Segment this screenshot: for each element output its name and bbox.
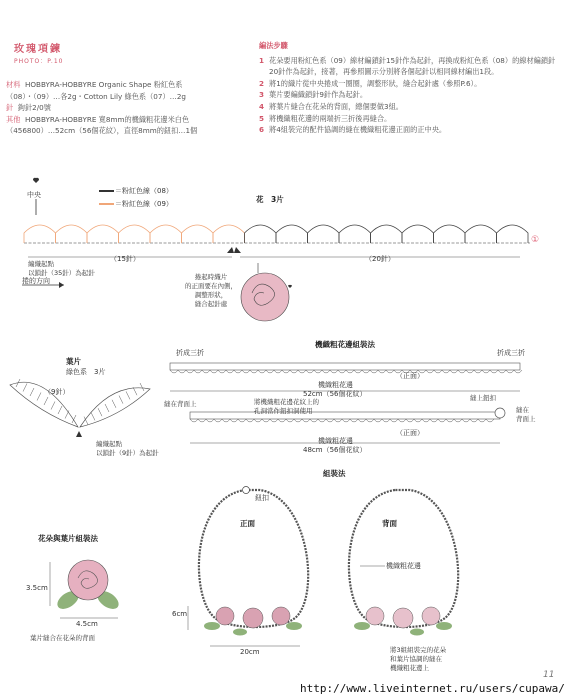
sew-back-1: 縫在 xyxy=(516,406,529,414)
roll-note-3: 調整形狀， xyxy=(194,291,228,299)
trim-scallop xyxy=(322,370,330,373)
assembly-note xyxy=(390,646,446,673)
leaf-stitch xyxy=(37,393,41,401)
trim-scallop xyxy=(478,419,486,422)
trim-scallop xyxy=(414,419,422,422)
photo-ref: PHOTO：P.10 xyxy=(14,58,64,65)
fold-left: 折成三折 xyxy=(176,349,204,357)
rose-back-3 xyxy=(422,607,440,625)
assembly-dim-6: 6cm xyxy=(172,610,188,618)
step-item xyxy=(259,101,559,113)
trim-scallop xyxy=(298,370,306,373)
trim-scallop xyxy=(370,370,378,373)
leaf-stitch xyxy=(119,396,123,404)
step-item xyxy=(259,89,559,101)
rose-outer xyxy=(241,273,289,321)
trim-name-1: 機織粗花邊 xyxy=(318,381,353,389)
flower-leaf-note: 葉片縫合在花朵的背面 xyxy=(30,634,95,642)
trim-scallop xyxy=(438,419,446,422)
roll-note xyxy=(176,273,246,309)
petal-arc xyxy=(339,225,371,243)
step-number: 3 xyxy=(259,90,265,100)
leaf-stitches xyxy=(16,379,144,425)
trim-scallops-1 xyxy=(170,370,522,373)
trim-scallop xyxy=(390,419,398,422)
trim-strip-2 xyxy=(190,412,500,419)
steps-block xyxy=(259,40,559,136)
petal-arc xyxy=(87,225,119,243)
trim-scallop xyxy=(282,370,290,373)
leaf-stitch xyxy=(133,387,137,395)
trim-scallop xyxy=(178,370,186,373)
roll-note-4: 縫合起針處 xyxy=(194,300,228,308)
petal-arc xyxy=(150,225,182,243)
trim-scallop xyxy=(190,419,198,422)
trim-scallop xyxy=(422,419,430,422)
petal-arc xyxy=(308,225,340,243)
start-arrow-left xyxy=(227,247,234,253)
leaf-stitch xyxy=(112,400,116,408)
trim-scallop xyxy=(486,419,494,422)
rose-drawing xyxy=(68,560,108,600)
trim-scallop xyxy=(218,370,226,373)
count-left: （15針） xyxy=(110,255,140,263)
step-number: 1 xyxy=(259,55,265,65)
trim-scallop xyxy=(514,370,522,373)
needle-label: 針 xyxy=(6,103,14,113)
trim-scallop xyxy=(258,370,266,373)
petal-row xyxy=(24,225,528,243)
necklace-back xyxy=(349,490,458,627)
step-number: 2 xyxy=(259,78,265,88)
step-text: 葉片要編織鎖針9針作為起針。 xyxy=(269,90,368,100)
trim-scallop xyxy=(206,419,214,422)
other-label: 其他 xyxy=(6,114,21,124)
trim-scallop xyxy=(346,370,354,373)
trim-scallop xyxy=(226,370,234,373)
petal-arc xyxy=(24,225,56,243)
sew-button: 縫上鈕扣 xyxy=(470,394,496,402)
step-text: 花朵要用粉紅色系（09）線材編鎖針15針作為起針，再換成粉紅色系（08）的線材編鎖針20針作為起針，接著，再參照圖示分別將各個起針以相同線材編出1段。 xyxy=(269,55,556,77)
trim-scallop xyxy=(294,419,302,422)
trim-scallop xyxy=(238,419,246,422)
button-hole-note-2: 孔洞當作鈕扣洞使用 xyxy=(254,407,313,415)
leaf-stitch xyxy=(30,388,34,396)
flower-leaf-heading: 花朵與葉片組裝法 xyxy=(38,534,98,543)
rose-back-2 xyxy=(393,608,413,628)
button-hole-note-1: 將機織粗花邊花紋上的 xyxy=(254,398,319,406)
trim-scallop xyxy=(430,419,438,422)
trim-scallop xyxy=(338,370,346,373)
trim-scallop xyxy=(270,419,278,422)
start-note-1: 編織起點 xyxy=(28,260,54,268)
leaf-start-arrow xyxy=(76,431,82,437)
trim-scallop xyxy=(342,419,350,422)
petal-arc xyxy=(402,225,434,243)
leaf-stitch xyxy=(44,397,48,405)
leaf-back-1 xyxy=(354,622,370,630)
trim-scallop xyxy=(462,419,470,422)
roll-direction: 捲的方向 xyxy=(22,277,50,285)
trim-heading: 機織粗花邊組裝法 xyxy=(315,340,375,349)
leaf-color: 綠色系 3片 xyxy=(66,368,106,376)
count-right: （20針） xyxy=(365,255,395,263)
trim-scallop xyxy=(350,419,358,422)
step-text: 將葉片縫合在花朵的背面，總個要做3組。 xyxy=(269,101,403,111)
step-text: 將1的織片從中央捲成一圈圈，調整形狀，縫合起針處（參照P.6）。 xyxy=(269,78,482,88)
material-line-2: （08）・（09）…各2g・Cotton Lily 綠色系（07）…2g xyxy=(6,91,186,101)
page-title: 玫瑰項鍊 xyxy=(14,44,62,55)
step-text: 將4組裝完的配件協調的縫在機織粗花邊正面的正中央。 xyxy=(269,125,447,135)
flower-label: 花 3片 xyxy=(256,195,284,204)
trim-scallop xyxy=(458,370,466,373)
trim-front-1: （正面） xyxy=(396,372,424,380)
leaf-stitch xyxy=(72,415,76,423)
leaf-title: 葉片 xyxy=(66,357,81,366)
petal-arc xyxy=(371,225,403,243)
rose-front-3 xyxy=(272,607,290,625)
leaf-stitch xyxy=(58,406,62,414)
trim-scallop xyxy=(306,370,314,373)
rose-back-1 xyxy=(366,607,384,625)
button-icon xyxy=(243,487,250,494)
button-icon xyxy=(495,408,505,418)
trim-scallop xyxy=(278,419,286,422)
other-line-2: （456800）…52cm（56個花紋），直徑8mm的鈕扣…1個 xyxy=(6,126,198,136)
center-label: 中央 xyxy=(27,191,41,199)
trim-scallops-2 xyxy=(190,419,494,422)
trim-scallop xyxy=(454,419,462,422)
roses-back xyxy=(354,607,452,636)
trim-scallop xyxy=(382,419,390,422)
trim-scallop xyxy=(234,370,242,373)
trim-len-2: 48cm（56個花紋） xyxy=(303,446,367,454)
sew-back xyxy=(516,406,536,424)
leaf-count: （9針） xyxy=(44,388,70,396)
trim-scallop xyxy=(374,419,382,422)
leaf-start-2: 以鎖針（9針）為起針 xyxy=(96,449,159,457)
leaf-stitch xyxy=(105,404,109,412)
step-item xyxy=(259,113,559,125)
sew-back-2: 背面上 xyxy=(516,415,536,423)
trim-scallop xyxy=(202,370,210,373)
trim-scallop xyxy=(250,370,258,373)
trim-scallop xyxy=(434,370,442,373)
trim-scallop xyxy=(318,419,326,422)
trim-name-2: 機織粗花邊 xyxy=(318,437,353,445)
roses-front xyxy=(204,607,302,636)
source-url[interactable]: http://www.liveinternet.ru/users/cupawa/ xyxy=(300,682,565,695)
trim-scallop xyxy=(194,370,202,373)
leaf-start-note xyxy=(96,440,159,458)
petal-arc xyxy=(245,225,277,243)
assembly-front: 正面 xyxy=(240,519,255,528)
trim-scallop xyxy=(358,419,366,422)
trim-scallop xyxy=(362,370,370,373)
trim-scallop xyxy=(354,370,362,373)
trim-scallop xyxy=(498,370,506,373)
trim-scallop xyxy=(230,419,238,422)
assembly-heading: 組裝法 xyxy=(323,469,346,478)
trim-scallop xyxy=(474,370,482,373)
legend-08: ＝粉紅色線（08） xyxy=(115,187,173,195)
trim-scallop xyxy=(466,370,474,373)
trim-scallop xyxy=(310,419,318,422)
trim-scallop xyxy=(266,370,274,373)
materials-block xyxy=(6,79,251,137)
trim-len-1: 52cm（56個花紋） xyxy=(303,390,367,398)
legend-09: ＝粉紅色線（09） xyxy=(115,200,173,208)
petal-arc xyxy=(213,225,245,243)
material-line-1: HOBBYRA-HOBBYRE Organic Shape 粉紅色系 xyxy=(24,80,183,89)
petal-arc xyxy=(434,225,466,243)
assembly-button: 鈕扣 xyxy=(255,494,269,502)
start-marker: ① xyxy=(531,235,540,245)
step-number: 6 xyxy=(259,125,265,135)
leaf-front-2 xyxy=(233,629,247,636)
step-text: 將機織粗花邊的兩端折三折後再縫合。 xyxy=(269,113,392,123)
trim-scallop xyxy=(450,370,458,373)
trim-scallop xyxy=(274,370,282,373)
assembly-note-1: 將3組組裝完的花朵 xyxy=(390,646,447,654)
leaf-stitch xyxy=(51,402,55,410)
trim-scallop xyxy=(262,419,270,422)
rose-front-2 xyxy=(243,608,263,628)
step-number: 4 xyxy=(259,101,265,111)
petal-arc xyxy=(56,225,88,243)
assembly-back: 背面 xyxy=(382,519,397,528)
assembly-dim-20: 20cm xyxy=(240,648,260,656)
trim-scallop xyxy=(170,370,178,373)
rose-front-1 xyxy=(216,607,234,625)
trim-scallop xyxy=(406,419,414,422)
trim-scallop xyxy=(290,370,298,373)
trim-scallop xyxy=(398,419,406,422)
start-note-2: 以鎖針（35針）為起針 xyxy=(28,269,95,277)
other-line-1: HOBBYRA-HOBBYRE 寬8mm的機織粗花邊米白色 xyxy=(24,114,190,124)
necklace-front xyxy=(199,490,308,627)
flower-leaf-dim-h: 3.5cm xyxy=(26,584,48,592)
trim-scallop xyxy=(302,419,310,422)
assembly-note-3: 機織粗花邊上 xyxy=(390,664,429,672)
step-item xyxy=(259,55,559,78)
sew-on-top: 縫在背面上 xyxy=(164,400,197,408)
trim-scallop xyxy=(186,370,194,373)
petal-arc xyxy=(465,225,497,243)
leaf-stitch xyxy=(23,384,27,392)
trim-scallop xyxy=(442,370,450,373)
leaf-stitch xyxy=(98,408,102,416)
leaf-front-3 xyxy=(286,622,302,630)
start-arrow-right xyxy=(234,247,241,253)
leaf-right xyxy=(80,388,150,427)
assembly-note-2: 和葉片協調的縫在 xyxy=(390,655,442,663)
fold-right: 折成三折 xyxy=(497,349,525,357)
leaf-back-3 xyxy=(436,622,452,630)
trim-scallop xyxy=(198,419,206,422)
trim-scallop xyxy=(246,419,254,422)
leaf-back-2 xyxy=(410,629,424,636)
trim-scallop xyxy=(330,370,338,373)
trim-scallop xyxy=(326,419,334,422)
steps-list xyxy=(259,55,559,136)
leaf-start-1: 編織起點 xyxy=(96,440,122,448)
leaf-front-1 xyxy=(204,622,220,630)
trim-strip-1 xyxy=(170,363,520,370)
trim-scallop xyxy=(210,370,218,373)
steps-heading: 編法步驟 xyxy=(259,41,288,50)
petal-arc xyxy=(497,225,529,243)
trim-scallop xyxy=(334,419,342,422)
step-number: 5 xyxy=(259,113,265,123)
trim-scallop xyxy=(378,370,386,373)
leaf-stitch xyxy=(126,391,130,399)
petal-arc xyxy=(182,225,214,243)
petal-arc xyxy=(276,225,308,243)
trim-front-2: （正面） xyxy=(396,429,424,437)
leaf-stitch xyxy=(91,412,95,420)
roll-arrow-head xyxy=(59,282,64,288)
trim-scallop xyxy=(490,370,498,373)
step-item xyxy=(259,124,559,136)
trim-scallop xyxy=(482,370,490,373)
roll-note-1: 捲起時織片 xyxy=(194,273,228,281)
flower-chart xyxy=(0,175,577,335)
petal-arc xyxy=(119,225,151,243)
assembly-trim: 機織粗花邊 xyxy=(386,562,421,570)
step-item xyxy=(259,78,559,90)
trim-scallop xyxy=(470,419,478,422)
page-number: 11 xyxy=(543,670,555,680)
roll-note-2: 的正面要在內側， xyxy=(185,282,237,290)
trim-scallop xyxy=(242,370,250,373)
trim-scallop xyxy=(426,370,434,373)
flower-leaf-dim-w: 4.5cm xyxy=(76,620,98,628)
needle-value: 鉤針2/0號 xyxy=(17,103,51,113)
trim-scallop xyxy=(254,419,262,422)
trim-scallop xyxy=(286,419,294,422)
material-label: 材料 xyxy=(6,80,21,89)
trim-scallop xyxy=(214,419,222,422)
button-hole-note xyxy=(254,398,319,416)
trim-scallop xyxy=(446,419,454,422)
trim-scallop xyxy=(506,370,514,373)
rose-drawing xyxy=(241,273,292,321)
heart-icon xyxy=(33,178,39,183)
heart-icon xyxy=(288,285,292,288)
leaf-stitch xyxy=(140,383,144,391)
trim-scallop xyxy=(314,370,322,373)
trim-scallop xyxy=(222,419,230,422)
trim-scallop xyxy=(366,419,374,422)
trim-scallop xyxy=(386,370,394,373)
leaf-stitch xyxy=(65,411,69,419)
